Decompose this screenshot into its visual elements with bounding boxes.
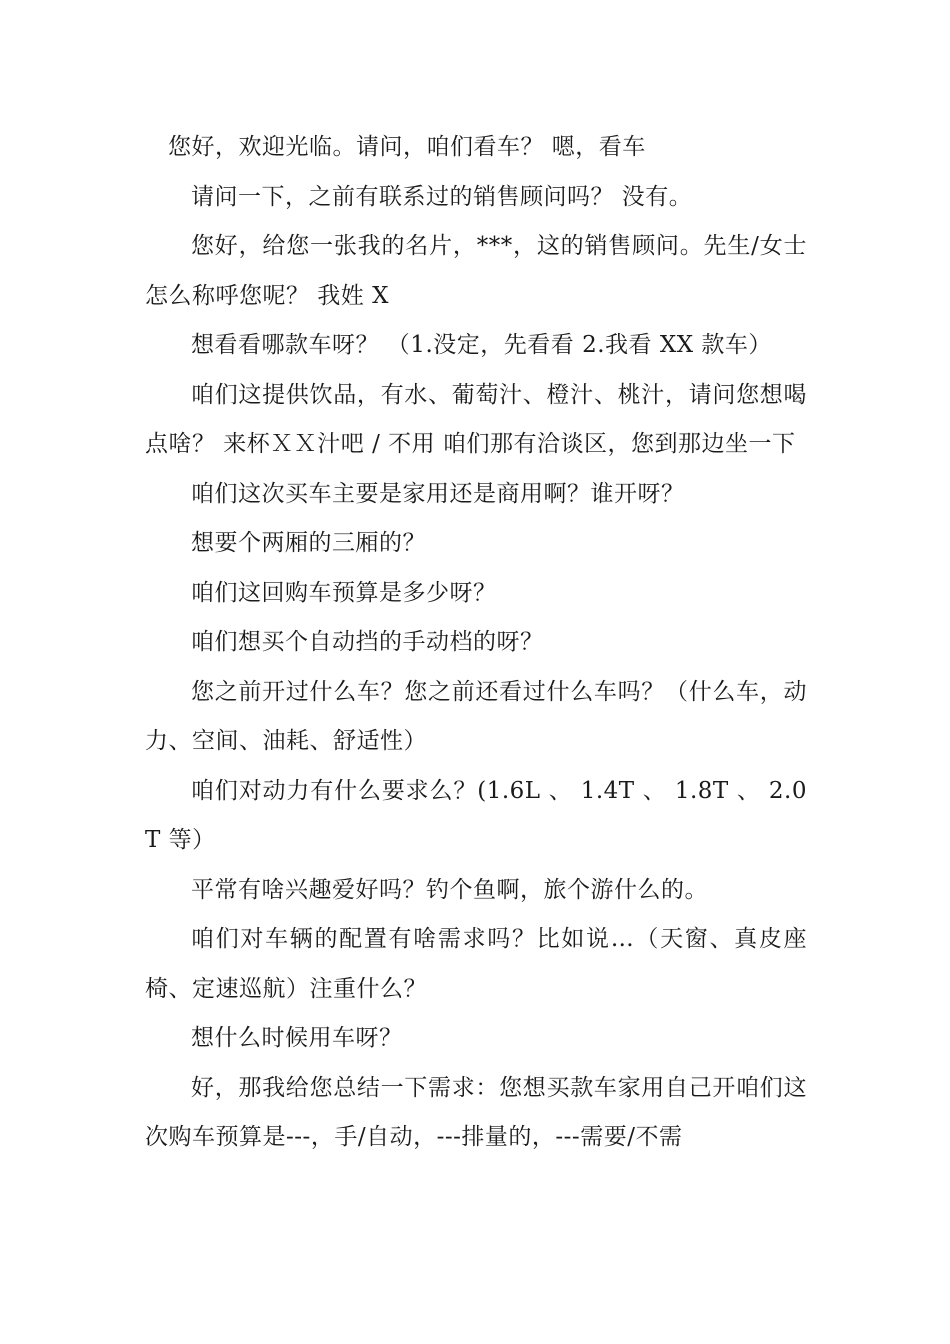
paragraph-previous-car: 您之前开过什么车？您之前还看过什么车吗？（什么车，动力、空间、油耗、舒适性） [145, 678, 807, 754]
paragraph-transmission: 咱们想买个自动挡的手动档的呀？ [191, 629, 544, 655]
paragraph-drinks: 咱们这提供饮品，有水、葡萄汁、橙汁、桃汁，请问您想喝点啥？ 来杯ＸＸ汁吧 / 不用 咱们那有洽谈区，您到那边坐一下 [145, 381, 807, 457]
paragraph-car-model: 想看看哪款车呀？ （1.没定，先看看 2.我看 XX 款车） [191, 332, 772, 358]
paragraph-greeting: 您好，欢迎光临。请问，咱们看车？ 嗯，看车 [168, 134, 646, 160]
paragraph-configuration: 咱们对车辆的配置有啥需求吗？比如说…（天窗、真皮座椅、定速巡航）注重什么？ [145, 926, 807, 1002]
paragraph-budget: 咱们这回购车预算是多少呀？ [191, 579, 497, 606]
paragraph-power: 咱们对动力有什么要求么？(1.6L 、 1.4T 、 1.8T 、 2.0T 等） [145, 777, 807, 853]
paragraph-business-card: 您好，给您一张我的名片，***，这的销售顾问。先生/女士怎么称呼您呢？ 我姓 X [145, 233, 807, 309]
paragraph-timing: 想什么时候用车呀？ [191, 1025, 403, 1051]
paragraph-body-style: 想要个两厢的三厢的？ [191, 530, 426, 556]
paragraph-summary: 好，那我给您总结一下需求：您想买款车家用自己开咱们这次购车预算是---，手/自动，---排量的，---需要/不需 [145, 1074, 807, 1150]
paragraph-advisor-question: 请问一下，之前有联系过的销售顾问吗？ 没有。 [191, 183, 693, 210]
document-body [145, 123, 807, 1163]
paragraph-hobbies: 平常有啥兴趣爱好吗？钓个鱼啊，旅个游什么的。 [191, 876, 708, 903]
paragraph-usage: 咱们这次买车主要是家用还是商用啊？谁开呀？ [191, 480, 685, 507]
